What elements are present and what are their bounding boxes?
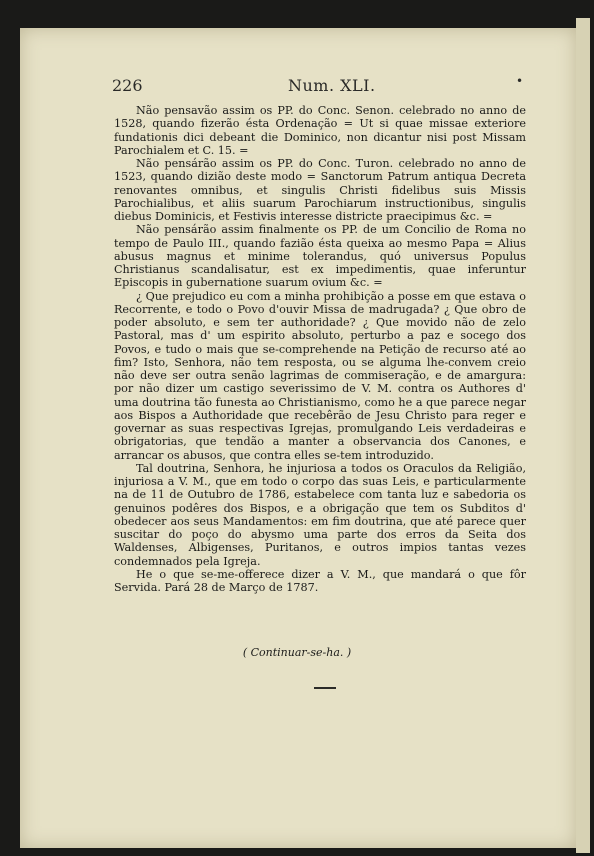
page-edge — [576, 18, 590, 853]
continuation-note: ( Continuar-se-ha. ) — [242, 646, 352, 659]
header-mark: • — [516, 74, 524, 88]
paragraph: Não pensavão assim os PP. do Conc. Senon. celebrado no anno de 1528, quando fizerão ésta Ordenação = Ut si quae missae exteriore fundationis dici debeant die Dominico, non dicantur nisi post Missam Parochialem et C. 15. = — [114, 104, 526, 157]
body-text — [114, 104, 526, 594]
page-number: 226 — [112, 76, 143, 95]
end-rule — [314, 687, 336, 689]
paragraph: ¿ Que prejudico eu com a minha prohibição a posse em que estava o Recorrente, e todo o Povo d'ouvir Missa de madrugada? ¿ Que obro de poder absoluto, e sem ter authoridade? ¿ Que movido não de zelo Pastoral, mas d' um espirito absoluto, perturbo a paz e socego dos Povos, e tudo o mais que se-comprehende na Petição de recurso até ao fim? Isto, Senhora, não tem resposta, ou se alguma lhe-convem creio não deve ser outra senão lagrimas de commiseração, e de amargura: por não dizer um castigo severissimo de V. M. contra os Authores d' uma doutrina tão funesta ao Christianismo, como he a que parece negar aos Bispos a Authoridade que recebêrão de Jesu Christo para reger e governar as suas respectivas Igrejas, promulgando Leis verdadeiras e obrigatorias, que tendão a manter a observancia dos Canones, e arrancar os abusos, que contra elles se-tem introduzido. — [114, 289, 526, 462]
issue-title: Num. XLI. — [288, 76, 376, 95]
paragraph: He o que se-me-offerece dizer a V. M., que mandará o que fôr Servida. Pará 28 de Março de 1787. — [114, 567, 526, 594]
paragraph: Não pensárão assim os PP. do Conc. Turon. celebrado no anno de 1523, quando dizião deste modo = Sanctorum Patrum antiqua Decreta renovantes omnibus, et singulis Christi fidelibus suis Missis Parochialibus, et aliis suarum Parochiarum instructionibus, singulis diebus Dominicis, et Festivis interesse districte praecipimus &c. = — [114, 157, 526, 223]
paragraph: Tal doutrina, Senhora, he injuriosa a todos os Oraculos da Religião, injuriosa a V. M., que em todo o corpo das suas Leis, e particularmente na de 11 de Outubro de 1786, estabelece com tanta luz e sabedoria os genuinos podêres dos Bispos, e a obrigação que tem os Subditos d' obedecer aos seus Mandamentos: em fim doutrina, que até parece quer suscitar do poço do abysmo uma parte dos erros da Seita dos Waldenses, Albigenses, Puritanos, e outros impios tantas vezes condemnados pela Igreja. — [114, 461, 526, 568]
paragraph: Não pensárão assim finalmente os PP. de um Concilio de Roma no tempo de Paulo III., quando fazião ésta queixa ao mesmo Papa = Alius abusus magnus et minime tolerandus, quó universus Populus Christianus scandalisatur, est ex impedimentis, quae inferuntur Episcopis in gubernatione suarum ovium &c. = — [114, 223, 526, 290]
running-header — [112, 76, 532, 98]
